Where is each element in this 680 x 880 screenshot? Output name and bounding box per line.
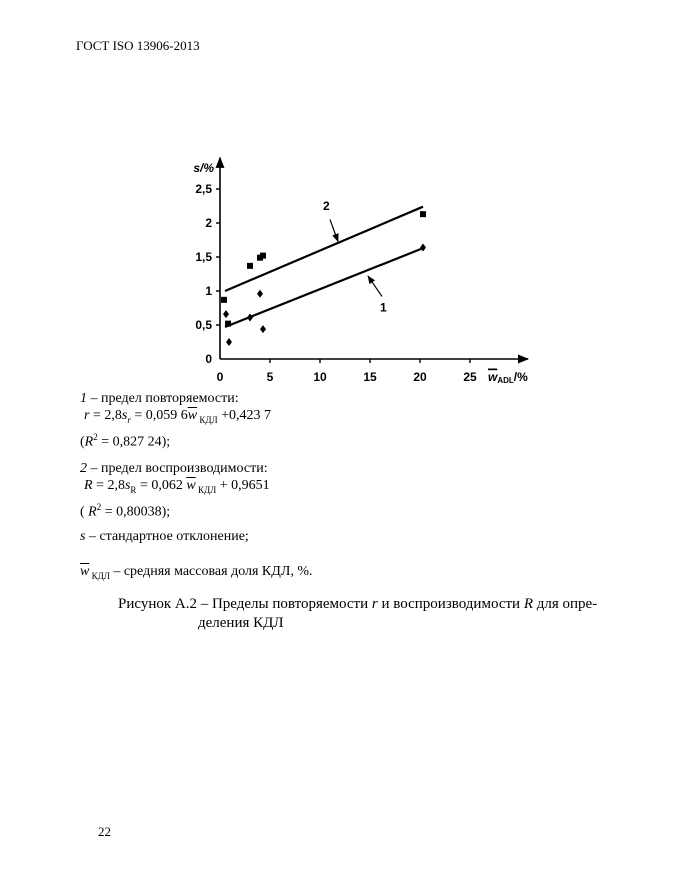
x-tick-label: 5 (266, 370, 274, 384)
formula-r-symbol: r (84, 408, 90, 423)
formula-R-w-sub: КДЛ (195, 484, 217, 495)
document-header: ГОСТ ISO 13906-2013 (76, 38, 200, 53)
definition-s-symbol: s (80, 529, 86, 544)
x-axis-label: wADL/% (488, 370, 528, 385)
line-2-pointer (330, 220, 338, 242)
legend-item-2-number: 2 (80, 461, 87, 476)
formula-R-symbol: R (84, 478, 93, 493)
x-tick-label: 10 (313, 370, 327, 384)
line-2-label: 2 (323, 199, 330, 214)
formula-R-coef: = 0,062 (136, 478, 187, 493)
definition-w (80, 563, 312, 585)
legend-item-1 (80, 390, 271, 450)
r2-sup-2: 2 (96, 501, 102, 512)
figure-chart (190, 150, 540, 385)
regression-lines (225, 207, 423, 327)
definition-s (80, 528, 249, 545)
square-marker (420, 211, 426, 217)
x-tick-label: 0 (216, 370, 224, 384)
square-marker (225, 321, 231, 327)
caption-part-c: для опре- (533, 596, 598, 612)
formula-r-part: = 2,8 (89, 408, 122, 423)
formula-r-intercept: +0,423 7 (217, 408, 271, 423)
caption-part-b: и воспроизводимости (377, 596, 524, 612)
r2-open-1: ( (80, 434, 85, 450)
diamond-marker (260, 325, 266, 333)
definition-w-symbol: $\overline{w}$ (80, 564, 90, 579)
y-tick-label: 1,5 (195, 250, 212, 264)
legend-item-1-number: 1 (80, 391, 87, 406)
r2-symbol-2: R (88, 504, 97, 520)
square-marker (247, 263, 253, 269)
formula-R-w: $\overline{w}$ (186, 478, 196, 493)
x-tick-label: 20 (413, 370, 427, 384)
formula-r-w-sub: КДЛ (197, 414, 218, 425)
formula-r-s: s (121, 408, 128, 423)
y-tick-label: 2,5 (195, 182, 212, 196)
r2-value-2: = 0,80038); (101, 504, 171, 520)
legend-item-2-label: – предел воспроизводимости: (87, 461, 268, 476)
y-tick-label: 0,5 (195, 318, 212, 332)
caption-R: R (523, 596, 533, 612)
r2-sup-1: 2 (93, 431, 98, 442)
square-marker (221, 297, 227, 303)
legend-item-1-label: – предел повторяемости: (87, 391, 239, 406)
definition-w-sub: КДЛ (89, 570, 110, 581)
formula-R-part: = 2,8 (92, 478, 125, 493)
diamond-marker (223, 310, 229, 318)
diamond-marker (420, 243, 426, 251)
square-marker (260, 253, 266, 259)
x-tick-label: 25 (463, 370, 477, 384)
regression-line-1 (225, 248, 423, 327)
y-tick-label: 2 (205, 216, 212, 230)
formula-r-coef: = 0,059 6 (130, 408, 188, 423)
diamond-marker (226, 338, 232, 346)
r2-value-1: = 0,827 24); (97, 434, 171, 450)
regression-line-2 (225, 207, 423, 291)
chart-axes (220, 158, 528, 359)
r2-open-2: ( (80, 504, 89, 520)
formula-R-intercept: + 0,9651 (216, 478, 270, 493)
formula-r-w: $\overline{w}$ (187, 408, 198, 423)
caption-r: r (371, 596, 378, 612)
caption-line-2: деления КДЛ (198, 615, 284, 631)
formula-R-s-sub: R (130, 484, 137, 495)
line-1-pointer (368, 276, 382, 296)
x-tick-label: 15 (363, 370, 377, 384)
formula-R-s: s (124, 478, 131, 493)
diamond-marker (247, 314, 253, 322)
line-1-label: 1 (380, 300, 387, 315)
legend-item-2 (80, 460, 270, 520)
formula-r-s-sub: r (127, 414, 131, 425)
y-tick-label: 0 (205, 352, 212, 366)
chart-annotations (323, 199, 387, 314)
y-axis-label: s/% (193, 160, 214, 175)
definition-s-text: – стандартное отклонение; (85, 529, 249, 544)
figure-caption (118, 595, 597, 633)
y-tick-label: 1 (205, 284, 212, 298)
definition-w-text: – средняя массовая доля КДЛ, %. (109, 564, 313, 579)
diamond-marker (257, 290, 263, 298)
caption-part-a: Рисунок А.2 – Пределы повторяемости (118, 596, 372, 612)
page-number: 22 (98, 824, 111, 839)
r2-symbol-1: R (84, 434, 94, 450)
